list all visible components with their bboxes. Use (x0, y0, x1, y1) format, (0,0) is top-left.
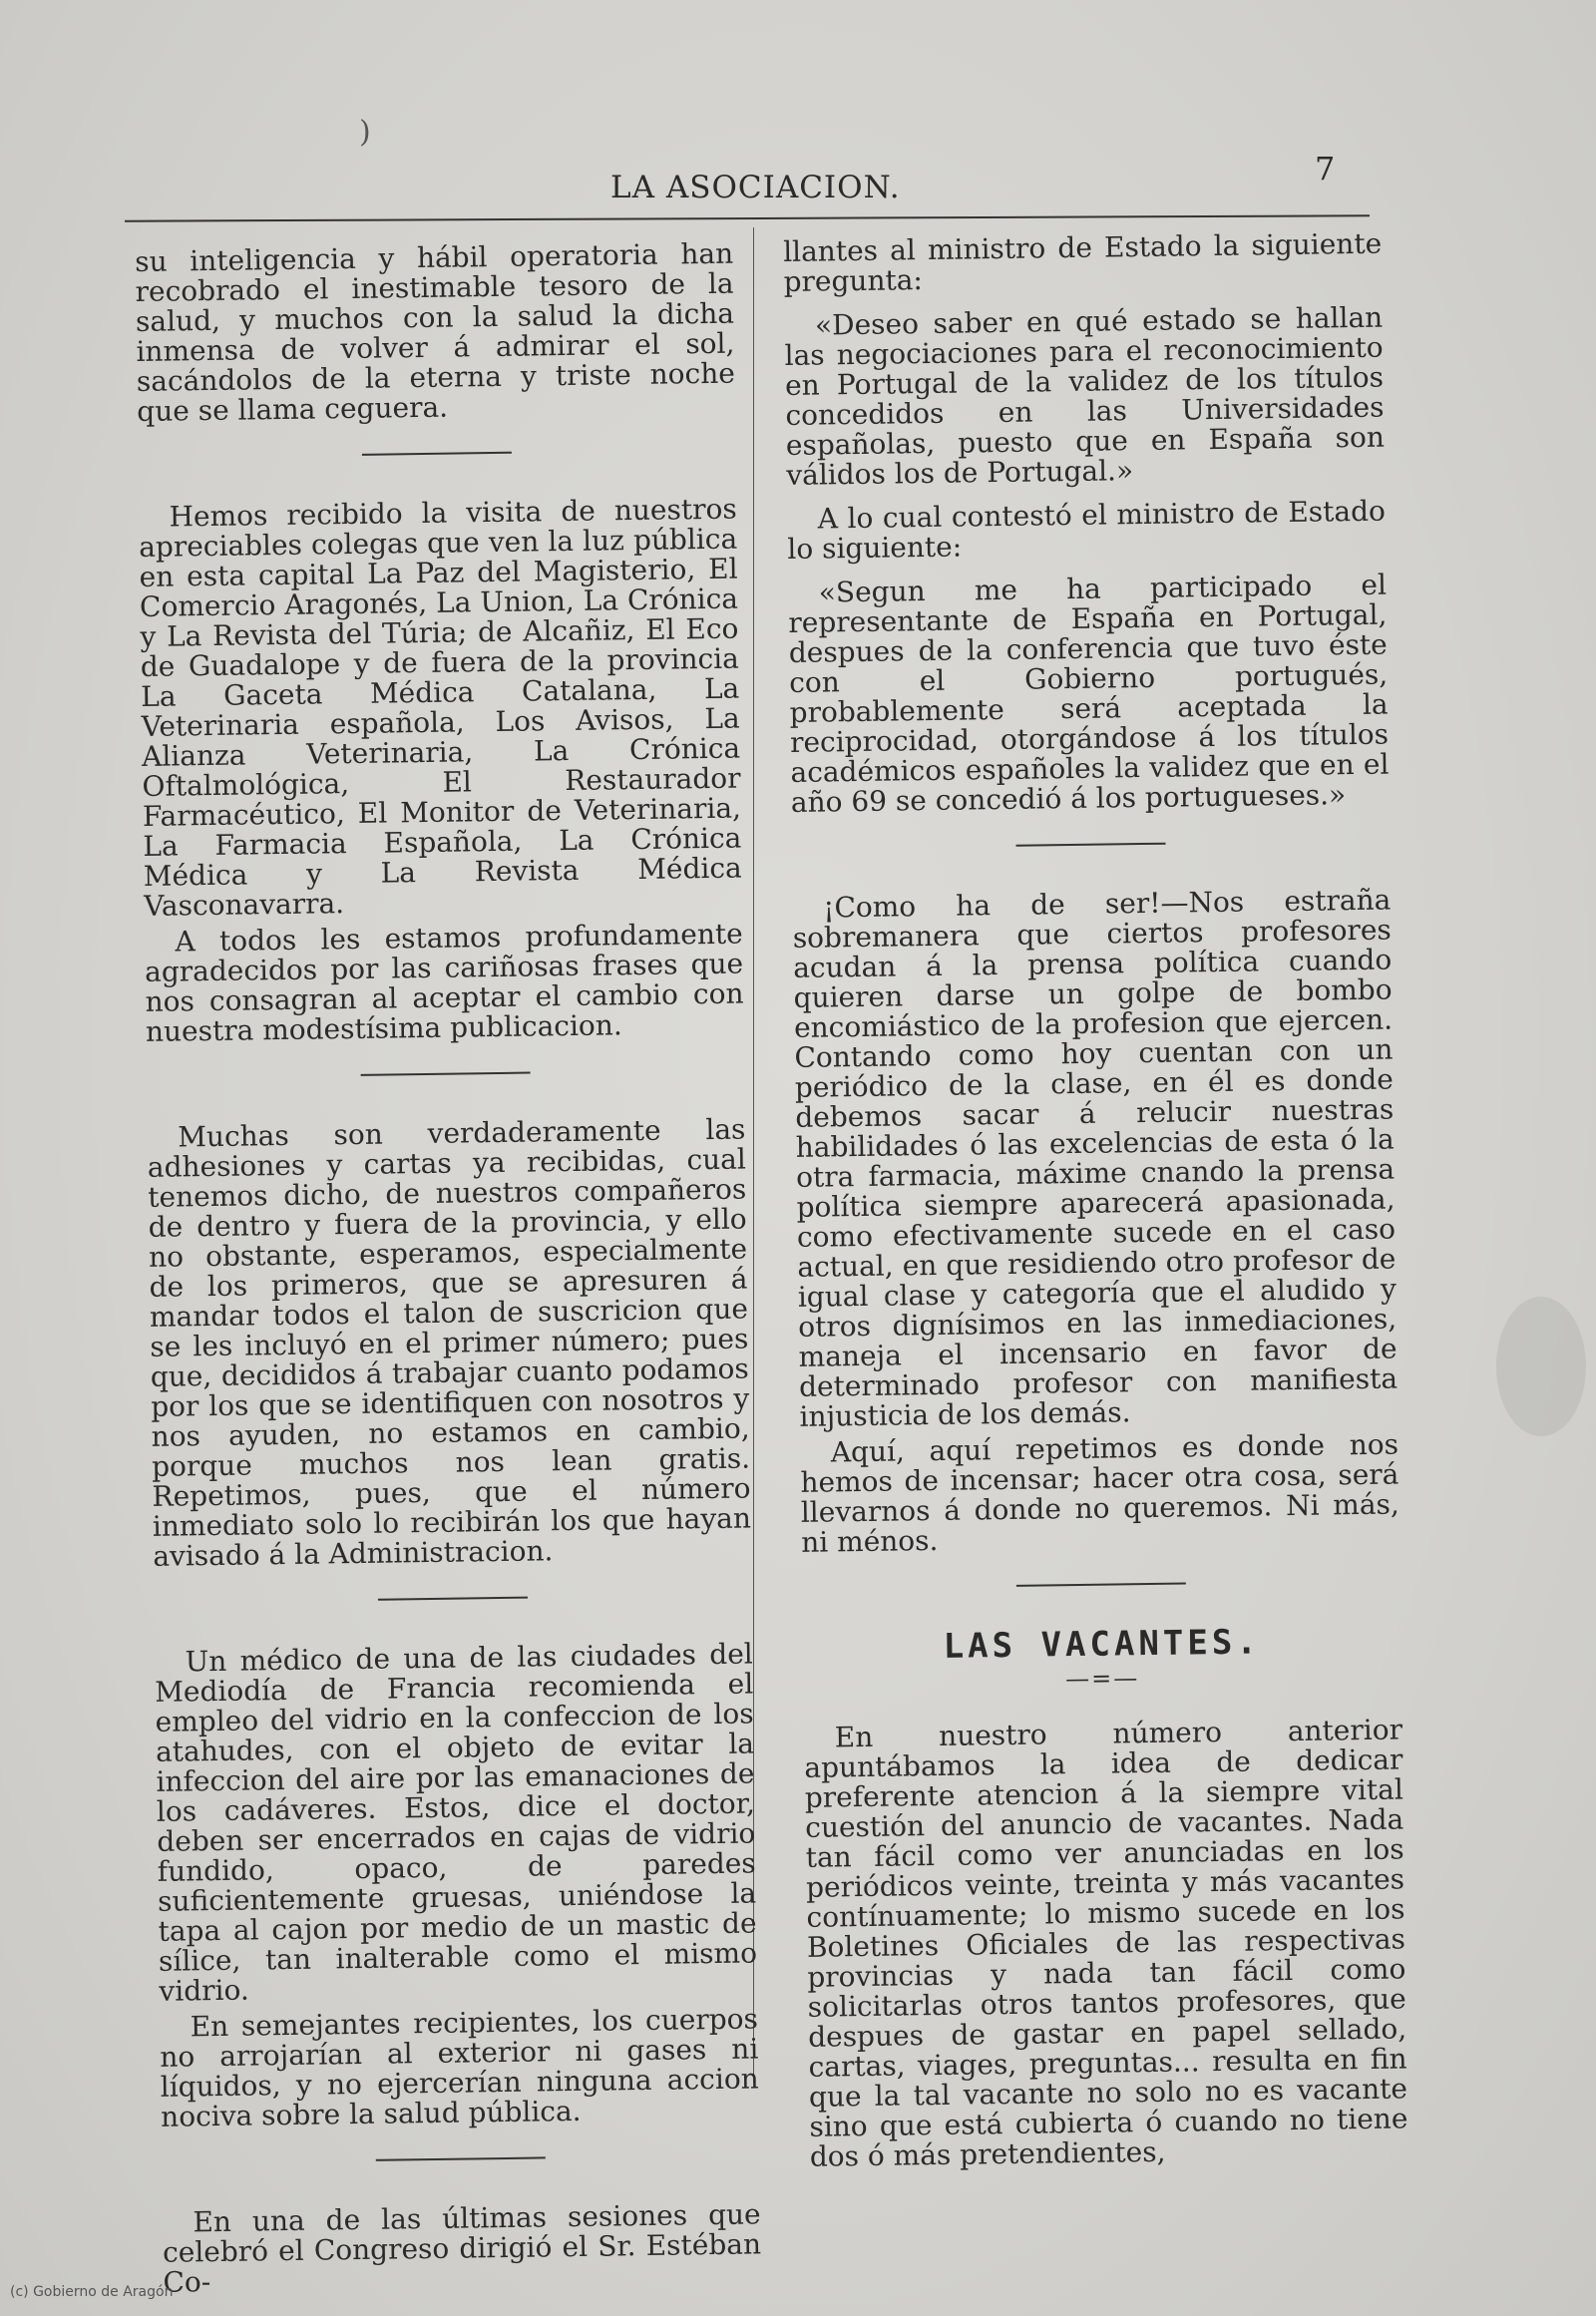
question-quote: «Deseo saber en qué estado se hallan las negociaciones para el reconocimiento en Portugal de la validez de los títulos concedidos en las Universidades españolas, puesto que en España son válidos los de Portugal.» (784, 300, 1386, 492)
visits-paragraph: Hemos recibido la visita de nuestros apreciables colegas que ven la luz pública en esta capital La Paz del Magisterio, El Comercio Aragonés, La Union, La Crónica y La Revista del Túria; de Alcañiz, El Eco de Guadalope y de fuera de la provincia La Gaceta Médica Catalana, La Veterinaria española, Los Avisos, La Alianza Veterinaria, La Crónica Oftalmológica, El Restaurador Farmacéutico, El Monitor de Veterinaria, La Farmacia Española, La Crónica Médica y La Revista Médica Vasconavarra. (138, 492, 742, 923)
adhesions-paragraph: Muchas son verdaderamente las adhesiones y cartas ya recibidas, cual tenemos dicho, de nuestros compañeros de dentro y fuera de la provincia, y ello no obstante, esperamos, especialmente de los primeros, que se apresuren á mandar todos el talon de suscricion que se les incluyó en el primer número; pues que, decididos á trabajar cuanto podamos por los que se identifiquen con nosotros y nos ayuden, no estamos en cambio, porque muchos nos lean gratis. Repetimos, pues, que el número inmediato solo lo recibirán los que hayan avisado á la Administracion. (147, 1112, 752, 1573)
copyright-credit: (c) Gobierno de Aragón (10, 2284, 174, 2300)
page-number: 7 (1315, 150, 1336, 188)
intro-paragraph: su inteligencia y hábil operatoria han recobrado el inestimable tesoro de la salud, y muchos con la salud la dicha inmensa de volver á admirar el sol, sacándolos de la eterna y triste noche que se llama ceguera. (134, 236, 736, 428)
right-column (782, 226, 1408, 2173)
section-ornament: —=— (1064, 1664, 1140, 1694)
separator-rule (376, 2156, 546, 2160)
section-title: LAS VACANTES. (943, 1622, 1262, 1667)
glass-coffins-paragraph-2: En semejantes recipientes, los cuerpos no arrojarían al exterior ni gases ni líquidos, y no ejercerían ninguna accion nociva sobre la salud pública. (160, 2002, 759, 2133)
separator-rule (378, 1597, 528, 1601)
separator-rule (361, 1072, 531, 1076)
separator-rule (1016, 1582, 1186, 1586)
vacantes-paragraph: En nuestro número anterior apuntábamos la idea de dedicar preferente atencion á la siempre vital cuestión del anuncio de vacantes. Nada tan fácil como ver anunciadas en los periódicos veinte, treinta y más vacantes contínuamente; lo mismo sucede en los Boletines Oficiales de las respectivas provincias y nada tan fácil como solicitarlas otros tantos profesores, que despues de gastar en papel sellado, cartas, viages, preguntas... resulta en fin que la tal vacante no solo no es vacante sino que está cubierta ó cuando no tiene dos ó más pretendientes, (804, 1713, 1408, 2173)
separator-rule (1016, 843, 1166, 847)
press-paragraph-2: Aquí, aquí repetimos es donde nos hemos de incensar; hacer otra cosa, será llevarnos á donde no queremos. Ni más, ni ménos. (800, 1427, 1400, 1559)
page-stain (1496, 1297, 1586, 1436)
answer-intro: A lo cual contestó el ministro de Estado lo siguiente: (787, 494, 1387, 566)
header-rule (125, 214, 1370, 221)
congress-paragraph: En una de las últimas sesiones que celebró el Congreso dirigió el Sr. Estéban Co- (162, 2197, 762, 2299)
answer-quote: «Segun me ha participado el representante de España en Portugal, despues de la conferencia que tuvo éste con el Gobierno portugués, probablemente será aceptada la reciprocidad, otorgándose á los títulos académicos españoles la validez que en el año 69 se concedió á los portugueses.» (788, 568, 1390, 819)
congress-continued: llantes al ministro de Estado la siguiente pregunta: (782, 226, 1383, 298)
ink-mark: ) (359, 115, 371, 150)
glass-coffins-paragraph: Un médico de una de las ciudades del Mediodía de Francia recomienda el empleo del vidrio en la confeccion de los atahudes, con el objeto de evitar la infeccion del aire por las emanaciones de los cadáveres. Estos, dice el doctor, deben ser encerrados en cajas de vidrio fundido, opaco, de paredes suficientemente gruesas, uniéndose la tapa al cajon por medio de un mastic de sílice, tan inalterable como el mismo vidrio. (154, 1637, 758, 2008)
page-header-title: LA ASOCIACION. (610, 170, 901, 205)
separator-rule (362, 452, 512, 456)
thanks-paragraph: A todos les estamos profundamente agradecidos por las cariñosas frases que nos consagran al aceptar el cambio con nuestra modestísima publicacion. (144, 917, 744, 1048)
left-column (134, 236, 762, 2299)
press-paragraph: ¡Como ha de ser!—Nos estraña sobremanera que ciertos profesores acudan á la prensa política cuando quieren darse un golpe de bombo encomiástico de la profesion que ejercen. Contando como hoy cuentan con un periódico de la clase, en él es donde debemos sacar á relucir nuestras habilidades ó las excelencias de esta ó la otra farmacia, máxime cnando la prensa política siempre aparecerá apasionada, como efectivamente sucede en el caso actual, en que residiendo otro profesor de igual clase y categoría que el aludido y otros dignísimos en las inmediaciones, maneja el incensario en favor de determinado profesor con manifiesta injusticia de los demás. (792, 883, 1398, 1433)
